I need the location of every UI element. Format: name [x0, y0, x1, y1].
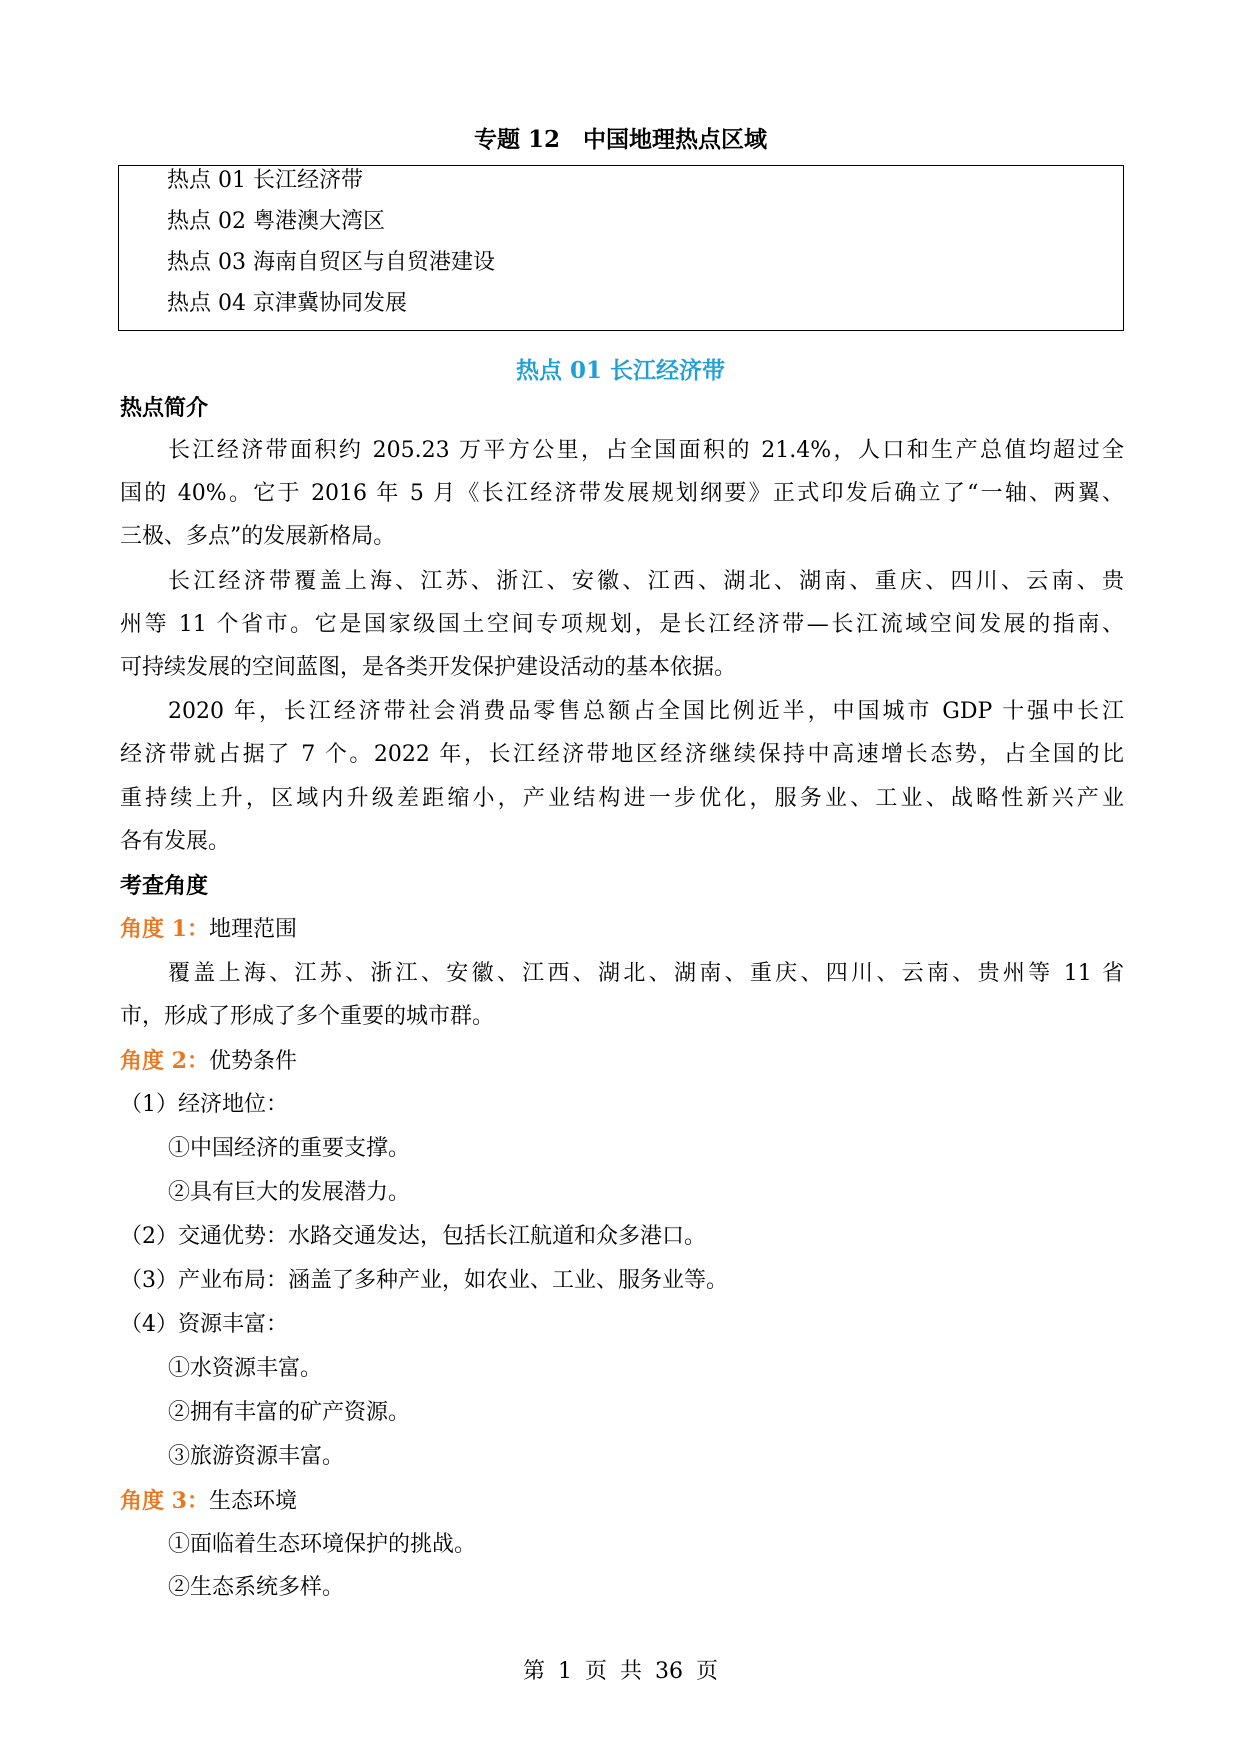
- angle-1-line: 市，形成了形成了多个重要的城市群。: [120, 1004, 495, 1029]
- exam-heading: 考查角度: [120, 873, 209, 899]
- angle-1-label: 角度 1：: [120, 916, 209, 942]
- angle-1-heading: [120, 914, 297, 945]
- toc-item-2: 热点 02 粤港澳大湾区: [167, 209, 385, 234]
- intro-line: 州等 11 个省市。它是国家级国土空间专项规划，是长江经济带—长江流域空间发展的指南、: [120, 612, 1124, 637]
- intro-line: 2020 年，长江经济带社会消费品零售总额占全国比例近半，中国城市 GDP 十强中长江: [168, 699, 1124, 724]
- toc-box: [118, 165, 1124, 331]
- intro-line: 长江经济带面积约 205.23 万平方公里，占全国面积的 21.4%，人口和生产总值均超过全: [168, 438, 1124, 463]
- angle-3-text: 生态环境: [208, 1489, 297, 1514]
- intro-line: 各有发展。: [120, 829, 231, 854]
- angle-1-line: 覆盖上海、江苏、浙江、安徽、江西、湖北、湖南、重庆、四川、云南、贵州等 11 省: [168, 961, 1124, 986]
- intro-line: 可持续发展的空间蓝图，是各类开发保护建设活动的基本依据。: [120, 655, 737, 680]
- intro-line: 三极、多点”的发展新格局。: [120, 524, 396, 549]
- angle-3-line: ②生态系统多样。: [168, 1575, 345, 1600]
- angle-3-heading: [120, 1486, 297, 1517]
- angle-2-line: ①水资源丰富。: [168, 1356, 323, 1381]
- angle-2-line: （3）产业布局：涵盖了多种产业，如农业、工业、服务业等。: [120, 1268, 728, 1293]
- angle-2-line: ②具有巨大的发展潜力。: [168, 1180, 411, 1205]
- page-footer: 第 1 页 共 36 页: [523, 1659, 718, 1684]
- toc-item-1: 热点 01 长江经济带: [167, 168, 363, 193]
- angle-2-line: （4）资源丰富：: [120, 1312, 288, 1337]
- intro-heading: 热点简介: [120, 395, 209, 421]
- angle-2-line: ②拥有丰富的矿产资源。: [168, 1400, 411, 1425]
- angle-3-line: ①面临着生态环境保护的挑战。: [168, 1532, 477, 1557]
- angle-2-line: （2）交通优势：水路交通发达，包括长江航道和众多港口。: [120, 1224, 706, 1249]
- angle-2-line: ③旅游资源丰富。: [168, 1444, 345, 1469]
- intro-line: 经济带就占据了 7 个。2022 年，长江经济带地区经济继续保持中高速增长态势，占全国的比: [120, 742, 1124, 767]
- angle-2-heading: [120, 1046, 297, 1077]
- angle-2-text: 优势条件: [208, 1049, 297, 1074]
- intro-line: 重持续上升，区域内升级差距缩小，产业结构进一步优化，服务业、工业、战略性新兴产业: [120, 786, 1124, 811]
- angle-2-line: ①中国经济的重要支撑。: [168, 1136, 411, 1161]
- document-title: 专题 12 中国地理热点区域: [473, 126, 767, 153]
- toc-item-4: 热点 04 京津冀协同发展: [167, 291, 407, 316]
- angle-3-label: 角度 3：: [120, 1488, 209, 1514]
- intro-line: 国的 40%。它于 2016 年 5 月《长江经济带发展规划纲要》正式印发后确立了“一轴、两翼、: [120, 481, 1124, 506]
- angle-2-line: （1）经济地位：: [120, 1092, 288, 1117]
- section-title: 热点 01 长江经济带: [515, 357, 726, 384]
- angle-2-label: 角度 2：: [120, 1048, 209, 1074]
- toc-item-3: 热点 03 海南自贸区与自贸港建设: [167, 250, 495, 275]
- intro-line: 长江经济带覆盖上海、江苏、浙江、安徽、江西、湖北、湖南、重庆、四川、云南、贵: [168, 569, 1124, 594]
- angle-1-text: 地理范围: [208, 917, 297, 942]
